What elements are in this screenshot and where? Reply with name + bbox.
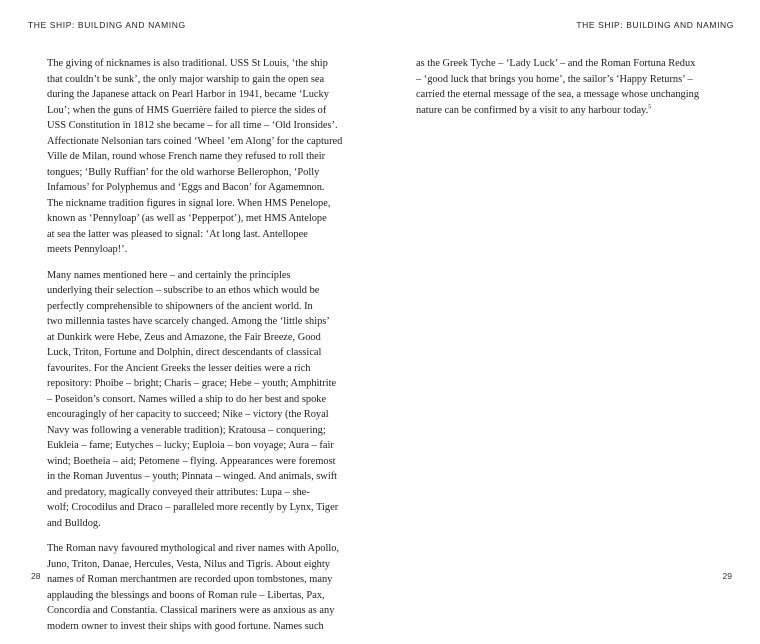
text-line: in the Roman Juventus – youth; Pinnata – winged. And animals, swift: [47, 471, 338, 482]
body-text: [47, 56, 357, 644]
text-line: Lou’; when the guns of HMS Guerrière failed to pierce the sides of: [47, 104, 327, 116]
text-line: – ‘good luck that brings you home’, the sailor’s ‘Happy Returns’ –: [416, 73, 693, 85]
text-line: as the Greek Tyche – ‘Lady Luck’ – and the Roman Fortuna Redux: [416, 58, 696, 69]
text-line: Concordia and Constantia. Classical mariners were as anxious as any: [47, 605, 335, 616]
body-text: [416, 56, 724, 128]
text-line: that couldn’t be sunk’, the only major warship to gain the open sea: [47, 73, 325, 85]
left-page: [0, 0, 380, 632]
text-line: during the Japanese attack on Pearl Harbor in 1941, became ‘Lucky: [47, 89, 329, 100]
paragraph: [47, 56, 357, 258]
text-line: wind; Boetheia – aid; Petomene – flying. Appearances were foremost: [47, 455, 336, 467]
paragraph: [47, 268, 357, 532]
text-line: Eukleia – fame; Eutyches – lucky; Euploia – bon voyage; Aura – fair: [47, 440, 334, 451]
text-line: and Bulldog.: [47, 517, 101, 529]
text-line: The giving of nicknames is also traditional. USS St Louis, ‘the ship: [47, 58, 328, 69]
text-line: modern owner to invest their ships with good fortune. Names such: [47, 620, 324, 632]
text-line: meets Pennyloap!’.: [47, 244, 128, 255]
text-line: carried the eternal message of the sea, a message whose unchanging: [416, 89, 700, 100]
page-number: 28: [31, 571, 41, 581]
text-line: encouragingly of her capacity to succeed; Nike – victory (the Royal: [47, 409, 329, 420]
text-line: underlying their selection – subscribe to an ethos which would be: [47, 285, 320, 296]
text-line-content: nature can be confirmed by a visit to any harbour today.: [416, 104, 649, 116]
text-line: tongues; ‘Bully Ruffian’ for the old warhorse Bellerophon, ‘Polly: [47, 166, 320, 178]
text-line: two millennia tastes have scarcely changed. Among the ‘little ships’: [47, 316, 330, 327]
text-line: Luck, Triton, Fortune and Dolphin, direct descendants of classical: [47, 347, 322, 358]
text-line: wolf; Crocodilus and Draco – paralleled more recently by Lynx, Tiger: [47, 502, 339, 513]
right-page: [380, 0, 760, 600]
text-line: The nickname tradition figures in signal lore. When HMS Penelope,: [47, 197, 331, 209]
text-line: Infamous’ for Polyphemus and ‘Eggs and Bacon’ for Agamemnon.: [47, 182, 325, 193]
text-line: USS Constitution in 1812 she became – for all time – ‘Old Ironsides’.: [47, 120, 338, 131]
text-line: – Poseidon’s consort. Names willed a ship to do her best and spoke: [47, 393, 327, 405]
paragraph: [416, 56, 724, 118]
paragraph: [47, 541, 357, 634]
text-line: [416, 103, 724, 119]
footnote-marker: 5: [648, 104, 652, 111]
text-line: applauding the blessings and boons of Roman rule – Libertas, Pax,: [47, 589, 325, 601]
text-line: The Roman navy favoured mythological and river names with Apollo,: [47, 543, 340, 554]
text-line: Ville de Milan, round whose French name they refused to roll their: [47, 151, 326, 162]
text-line: at Dunkirk were Hebe, Zeus and Amazone, the Fair Breeze, Good: [47, 331, 321, 343]
running-head: THE SHIP: BUILDING AND NAMING: [28, 20, 186, 30]
page-number: 29: [722, 571, 732, 581]
text-line: at sea the latter was pleased to signal: ‘At long last. Antellopee: [47, 228, 308, 240]
text-line: Many names mentioned here – and certainly the principles: [47, 269, 291, 281]
text-line: Affectionate Nelsonian tars coined ‘Wheel ’em Along’ for the captured: [47, 135, 343, 147]
text-line: Juno, Triton, Danae, Hercules, Vesta, Nilus and Tigris. About eighty: [47, 558, 330, 570]
text-line: known as ‘Pennyloap’ (as well as ‘Pepperpot’), met HMS Antelope: [47, 213, 327, 224]
text-line: names of Roman merchantmen are recorded upon tombstones, many: [47, 574, 333, 585]
text-line: perfectly comprehensible to shipowners of the ancient world. In: [47, 300, 313, 312]
running-head: THE SHIP: BUILDING AND NAMING: [576, 20, 734, 30]
text-line: repository: Phoibe – bright; Charis – grace; Hebe – youth; Amphitrite: [47, 378, 337, 389]
text-line: and predatory, magically conveyed their attributes: Lupa – she-: [47, 486, 310, 498]
text-line: Navy was following a venerable tradition); Kratousa – conquering;: [47, 424, 326, 436]
text-line: favourites. For the Ancient Greeks the lesser deities were a rich: [47, 362, 311, 374]
